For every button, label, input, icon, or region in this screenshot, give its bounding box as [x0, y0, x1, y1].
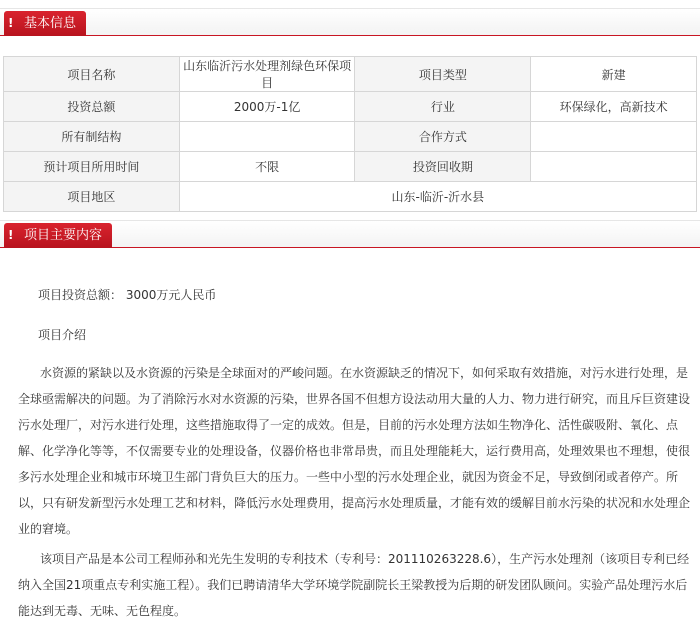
payback-label: 投资回收期 — [355, 152, 531, 182]
duration-value: 不限 — [179, 152, 355, 182]
table-row — [4, 92, 697, 122]
cooperation-label: 合作方式 — [355, 122, 531, 152]
total-investment-text: 项目投资总额： 3000万元人民币 — [38, 288, 217, 302]
project-name-label: 项目名称 — [4, 57, 180, 92]
ownership-label: 所有制结构 — [4, 122, 180, 152]
section-header-basic-info — [0, 8, 700, 36]
region-value: 山东-临沂-沂水县 — [179, 182, 696, 212]
industry-label: 行业 — [355, 92, 531, 122]
table-row — [4, 182, 697, 212]
exclamation-icon: ! — [8, 228, 14, 242]
payback-value — [531, 152, 697, 182]
ownership-value — [179, 122, 355, 152]
project-type-label: 项目类型 — [355, 57, 531, 92]
exclamation-icon: ! — [8, 16, 14, 30]
investment-value: 2000万-1亿 — [179, 92, 355, 122]
basic-info-table — [3, 56, 697, 212]
table-row — [4, 122, 697, 152]
intro-heading: 项目介绍 — [38, 328, 87, 342]
table-row — [4, 57, 697, 92]
project-type-value: 新建 — [531, 57, 697, 92]
section-title: 基本信息 — [24, 16, 77, 31]
section-tab-basic-info — [4, 11, 86, 36]
table-row — [4, 152, 697, 182]
cooperation-value — [531, 122, 697, 152]
intro-paragraph-1: 水资源的紧缺以及水资源的污染是全球面对的严峻问题。在水资源缺乏的情况下，如何采取有效措施，对污水进行处理，是全球亟需解决的问题。为了消除污水对水资源的污染，世界各国不但想方设法动用大量的人力、物力进行研究，而且斥巨资建设污水处理厂，对污水进行处理，这些措施取得了一定的成效。但是，目前的污水处理方法如生物净化、活性碳吸附、氧化、点解、化学净化等等，不仅需要专业的处理设备，仪器价格也非常昂贵，而且处理能耗大，运行费用高，处理效果也不理想，使很多污水处理企业和城市环境卫生部门背负巨大的压力。一些中小型的污水处理企业，就因为资金不足，导致倒闭或者停产。所以，只有研发新型污水处理工艺和材料，降低污水处理费用，提高污水处理质量，才能有效的缓解目前水污染的状况和水处理企业的窘境。 — [18, 366, 691, 536]
region-label: 项目地区 — [4, 182, 180, 212]
industry-value: 环保绿化，高新技术 — [531, 92, 697, 122]
duration-label: 预计项目所用时间 — [4, 152, 180, 182]
section-tab-main-content — [4, 223, 112, 248]
section-header-main-content — [0, 220, 700, 248]
investment-label: 投资总额 — [4, 92, 180, 122]
intro-paragraph-2: 该项目产品是本公司工程师孙和光先生发明的专利技术（专利号：201110263228.6），生产污水处理剂（该项目专利已经纳入全国21项重点专利实施工程）。我们已聘请清华大学环境学院副院长王梁教授为后期的研发团队顾问。实验产品处理污水后能达到无毒、无味、无色程度。 — [18, 552, 690, 618]
project-name-value: 山东临沂污水处理剂绿色环保项目 — [179, 57, 355, 92]
section-title: 项目主要内容 — [24, 228, 103, 243]
